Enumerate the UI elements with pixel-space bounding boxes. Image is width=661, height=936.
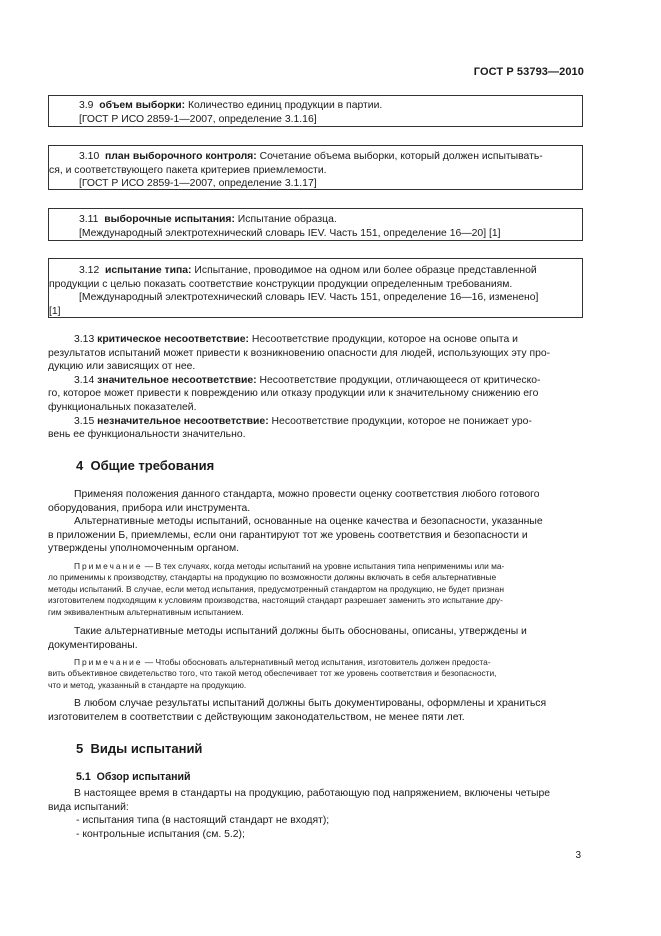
section-4-para-1: Применяя положения данного стандарта, можно провести оценку соответствия любого готового оборудования, прибора или инструмента. Альтернативные методы испытаний, основанные на оценке качества и безопасности, указанные в приложении Б, приемлемы, если они гарантируют тот же уровень соответствия и безопасности и утверждены уполномоченным органом.	[48, 489, 543, 555]
term-ref: [Международный электротехнический словарь IEV. Часть 151, определение 16—20] [1]	[79, 227, 501, 239]
note-2: Примечание — Чтобы обосновать альтернативный метод испытания, изготовитель должен предоста- вить объективное свидетельство того, что такой метод обеспечивает тот же уровень соответствия и безопасности, что и метод, указанный в стандарте на продукцию.	[48, 657, 497, 690]
page-number: 3	[575, 850, 581, 861]
term: объем выборки:	[99, 100, 186, 111]
term-ref: [Международный электротехнический словарь IEV. Часть 151, определение 16—16, изменено]	[79, 292, 539, 303]
term-ref: [ГОСТ Р ИСО 2859-1—2007, определение 3.1.17]	[79, 178, 317, 189]
term-box-3-10: 3.10 план выборочного контроля: Сочетание объема выборки, который должен испытывать- ся, и соответствующего пакета критериев приемлемости. [ГОСТ Р ИСО 2859-1—2007, определение 3.1.17]	[48, 145, 583, 190]
term-ref: [ГОСТ Р ИСО 2859-1—2007, определение 3.1.16]	[79, 113, 317, 125]
term-box-3-12: 3.12 испытание типа: Испытание, проводимое на одном или более образце представленной продукции с целью показать соответствие конструкции продукции определенным требованиям. [Международный электротехнический словарь IEV. Часть 151, определение 16—16, изменено] [1]	[48, 258, 583, 318]
list-item: - испытания типа (в настоящий стандарт не входят);	[76, 815, 330, 827]
term: выборочные испытания:	[104, 214, 235, 225]
section-5-heading: 5 Виды испытаний	[76, 741, 203, 756]
subsection-5-1-heading: 5.1 Обзор испытаний	[76, 771, 191, 783]
section-4-para-3: Такие альтернативные методы испытаний должны быть обоснованы, описаны, утверждены и документированы.	[48, 626, 527, 651]
terms-text: 3.13 критическое несоответствие: Несоответствие продукции, которое на основе опыта и результатов испытаний может привести к возникновению опасности для людей, использующих эту про- дукцию или зависящих от нее. 3.14 значительное несоответствие: Несоответствие продукции, отличающееся от критическо- го, которое может привести к повреждению или отказу продукции или к значительному снижению его функциональных показателей. 3.15 незначительное несоответствие: Несоответствие продукции, которое не понижает уро- вень ее функциональности значительно.	[48, 334, 551, 441]
term: испытание типа:	[105, 265, 192, 276]
doc-header: ГОСТ Р 53793—2010	[473, 66, 584, 78]
note-label: Примечание	[74, 561, 143, 571]
term-box-3-11: 3.11 выборочные испытания: Испытание образца. [Международный электротехнический словарь IEV. Часть 151, определение 16—20] [1]	[48, 208, 583, 241]
term: план выборочного контроля:	[105, 151, 257, 162]
section-4-heading: 4 Общие требования	[76, 458, 215, 473]
note-1: Примечание — В тех случаях, когда методы испытаний на уровне испытания типа неприменимы или ма- ло применимы к производству, стандарты на продукцию по возможности должны включать в себя альтернативные методы испытаний. В случае, если метод испытания, предусмотренный стандартом на продукцию, не будет признан изготовителем подходящим к условиям производства, настоящий стандарт разрешает заменить это испытание дру- гим эквивалентным альтернативным испытанием.	[48, 561, 505, 617]
list-item: - контрольные испытания (см. 5.2);	[76, 828, 245, 840]
section-4-para-4: В любом случае результаты испытаний должны быть документированы, оформлены и храниться изготовителем в соответствии с действующим законодательством, не менее пяти лет.	[48, 698, 547, 723]
note-label: Примечание	[74, 657, 143, 667]
section-5-para-1: В настоящее время в стандарты на продукцию, работающую под напряжением, включены четыре вида испытаний: - испытания типа (в настоящий стандарт не входят); - контрольные испытания (см. 5.2);	[48, 787, 583, 841]
term-box-3-9: 3.9 объем выборки: Количество единиц продукции в партии. [ГОСТ Р ИСО 2859-1—2007, определение 3.1.16]	[48, 95, 583, 127]
